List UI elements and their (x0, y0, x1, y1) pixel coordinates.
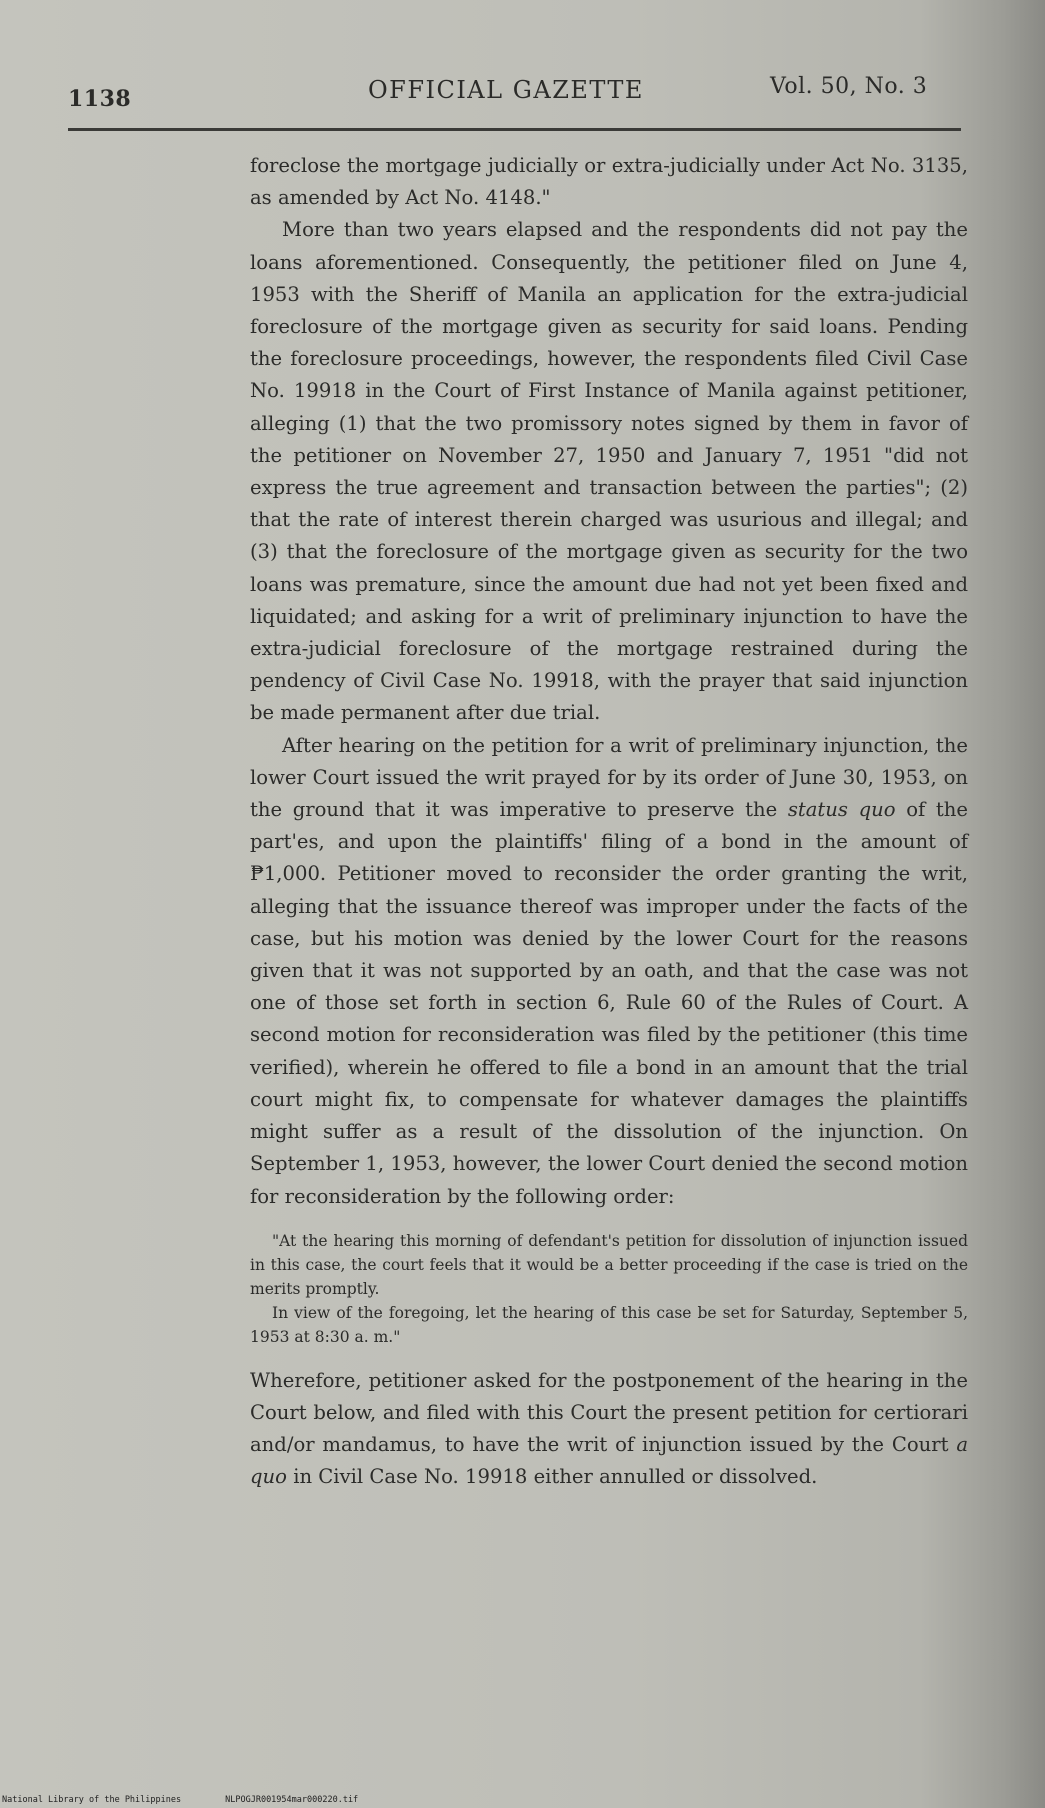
scan-footer (2, 1795, 402, 1805)
paragraph-continued: foreclose the mortgage judicially or extra-judicially under Act No. 3135, as amended by Act No. 4148." (250, 154, 968, 210)
footer-library: National Library of the Philippines (2, 1795, 182, 1805)
paragraph-facts: More than two years elapsed and the respondents did not pay the loans aforementioned. Consequently, the petitioner filed on June 4, 1953 with the Sheriff of Manila an application for the extra-judicial foreclosure of the mortgage given as security for said loans. Pending the foreclosure proceedings, however, the respondents filed Civil Case No. 19918 in the Court of First Instance of Manila against petitioner, alleging (1) that the two promissory notes signed by them in favor of the petitioner on November 27, 1950 and January 7, 1951 "did not express the true agreement and transaction between the parties"; (2) that the rate of interest therein charged was usurious and illegal; and (3) that the foreclosure of the mortgage given as security for the two loans was premature, since the amount due had not yet been fixed and liquidated; and asking for a writ of preliminary injunction to have the extra-judicial foreclosure of the mortgage restrained during the pendency of Civil Case No. 19918, with the prayer that said injunction be made permanent after due trial. (250, 218, 968, 725)
paragraph-injunction-text-a: After hearing on the petition for a writ of preliminary injunction, the lower Court issued the writ prayed for by its order of June 30, 1953, on the ground that it was imperative to preserve the (250, 733, 968, 822)
status-quo-italic: status quo (787, 798, 896, 822)
page-number: 1138 (68, 86, 132, 112)
paragraph-petition (250, 1365, 968, 1494)
quote-paragraph-1: "At the hearing this morning of defendant's petition for dissolution of injunction issued in this case, the court feels that it would be a better proceeding if the case is tried on the merits promptly. (250, 1231, 968, 1298)
quote-paragraph-2: In view of the foregoing, let the hearing of this case be set for Saturday, September 5, 1953 at 8:30 a. m." (250, 1303, 968, 1346)
footer-file: NLPOGJR001954mar000220.tif (225, 1795, 359, 1805)
paragraph-petition-text-b: in Civil Case No. 19918 either annulled or dissolved. (286, 1465, 818, 1489)
paragraph-petition-text-a: Wherefore, petitioner asked for the postponement of the hearing in the Court below, and filed with this Court the present petition for certiorari and/or mandamus, to have the writ of injunction issued by the Court (250, 1368, 968, 1457)
a-quo-italic: a quo (250, 1433, 968, 1489)
paragraph-injunction (250, 730, 968, 1213)
header-rule (68, 128, 961, 131)
court-order-quote (250, 1229, 968, 1349)
body-text (250, 150, 968, 1494)
paragraph-injunction-text-b: of the part'es, and upon the plaintiffs' filing of a bond in the amount of ₱1,000. Petitioner moved to reconsider the order granting the writ, alleging that the issuance thereof was improper under the facts of the case, but his motion was denied by the lower Court for the reasons given that it was not supported by an oath, and that the case was not one of those set forth in section 6, Rule 60 of the Rules of Court. A second motion for reconsideration was filed by the petitioner (this time verified), wherein he offered to file a bond in an amount that the trial court might fix, to compensate for whatever damages the plaintiffs might suffer as a result of the dissolution of the injunction. On September 1, 1953, however, the lower Court denied the second motion for reconsideration by the following order: (250, 798, 968, 1208)
running-title: OFFICIAL GAZETTE (368, 76, 644, 104)
volume-number: Vol. 50, No. 3 (770, 74, 928, 99)
